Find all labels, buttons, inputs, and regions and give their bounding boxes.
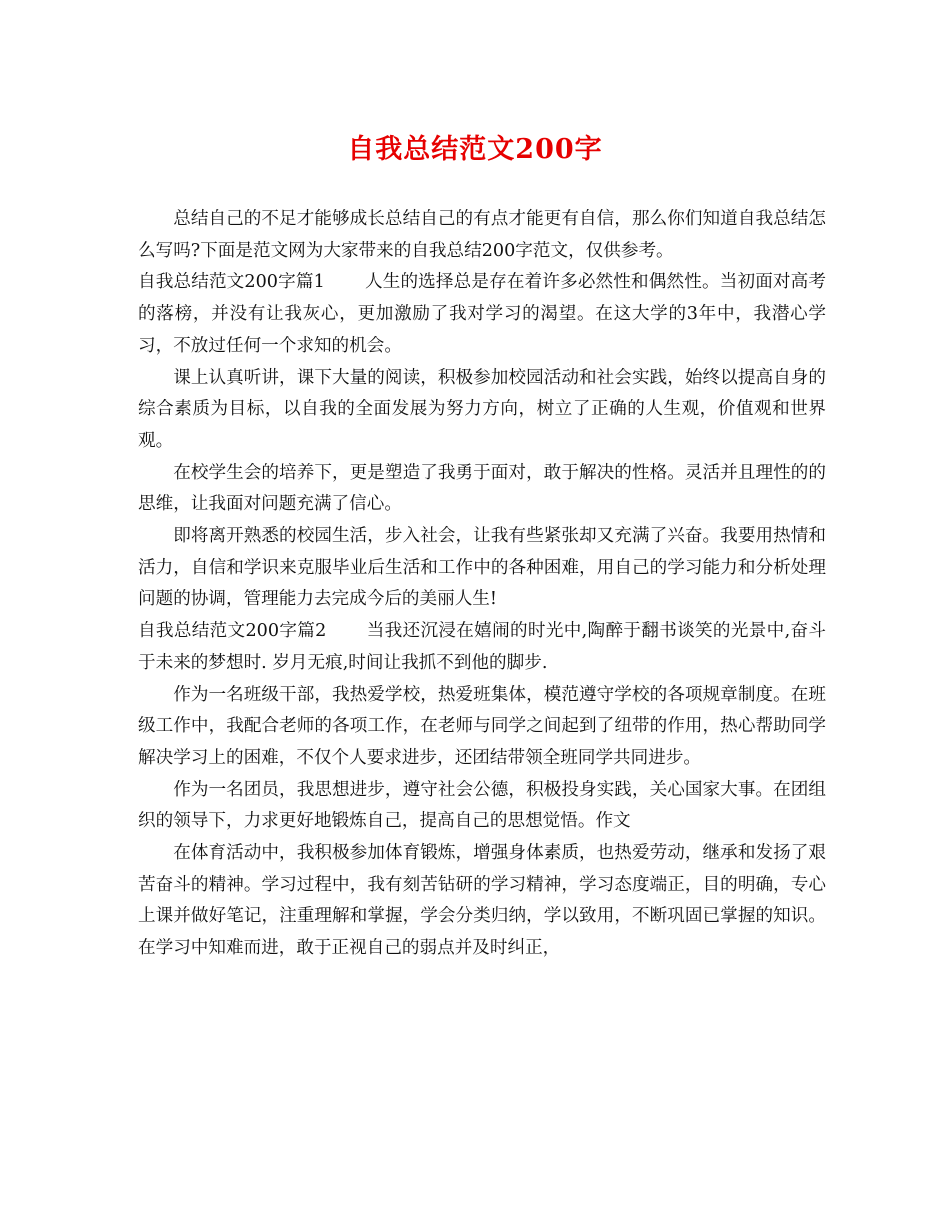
document-title: 自我总结范文200字 — [347, 134, 603, 165]
section-2-label: 自我总结范文200字篇2 — [138, 621, 327, 642]
intro-paragraph: 总结自己的不足才能够成长总结自己的有点才能更有自信，那么你们知道自我总结怎么写吗?下面是范文网为大家带来的自我总结200字范文，仅供参考。 — [138, 209, 826, 261]
section-2-paragraph-3: 在体育活动中，我积极参加体育锻炼，增强身体素质，也热爱劳动，继承和发扬了艰苦奋斗的精神。学习过程中，我有刻苦钻研的学习精神，学习态度端正，目的明确，专心上课并做好笔记，注重理解和掌握，学会分类归纳，学以致用，不断巩固已掌握的知识。在学习中知难而进，敢于正视自己的弱点并及时纠正， — [138, 843, 826, 959]
section-2-paragraph-1: 作为一名班级干部，我热爱学校，热爱班集体，模范遵守学校的各项规章制度。在班级工作中，我配合老师的各项工作，在老师与同学之间起到了纽带的作用，热心帮助同学解决学习上的困难，不仅个人要求进步，还团结带领全班同学共同进步。 — [138, 684, 826, 768]
document-body — [138, 204, 826, 965]
section-1-paragraph-3: 即将离开熟悉的校园生活，步入社会，让我有些紧张却又充满了兴奋。我要用热情和活力，自信和学识来克服毕业后生活和工作中的各种困难，用自己的学习能力和分析处理问题的协调，管理能力去完成今后的美丽人生! — [138, 526, 826, 610]
section-2-lead: 当我还沉浸在嬉闹的时光中,陶醉于翻书谈笑的光景中,奋斗于未来的梦想时. 岁月无痕,时间让我抓不到他的脚步. — [138, 621, 826, 673]
section-1-lead: 人生的选择总是存在着许多必然性和偶然性。当初面对高考的落榜，并没有让我灰心，更加激励了我对学习的渴望。在这大学的3年中，我潜心学习，不放过任何一个求知的机会。 — [138, 272, 826, 356]
section-1-paragraph-1: 课上认真听讲，课下大量的阅读，积极参加校园活动和社会实践，始终以提高自身的综合素质为目标，以自我的全面发展为努力方向，树立了正确的人生观，价值观和世界观。 — [138, 367, 826, 451]
section-1-heading-line — [138, 267, 826, 362]
section-2-heading-line — [138, 616, 826, 679]
section-1-label: 自我总结范文200字篇1 — [138, 272, 325, 293]
section-1-paragraph-2: 在校学生会的培养下，更是塑造了我勇于面对，敢于解决的性格。灵活并且理性的的思维，让我面对问题充满了信心。 — [138, 462, 826, 515]
section-2-paragraph-2: 作为一名团员，我思想进步，遵守社会公德，积极投身实践，关心国家大事。在团组织的领导下，力求更好地锻炼自己，提高自己的思想觉悟。作文 — [138, 779, 826, 832]
